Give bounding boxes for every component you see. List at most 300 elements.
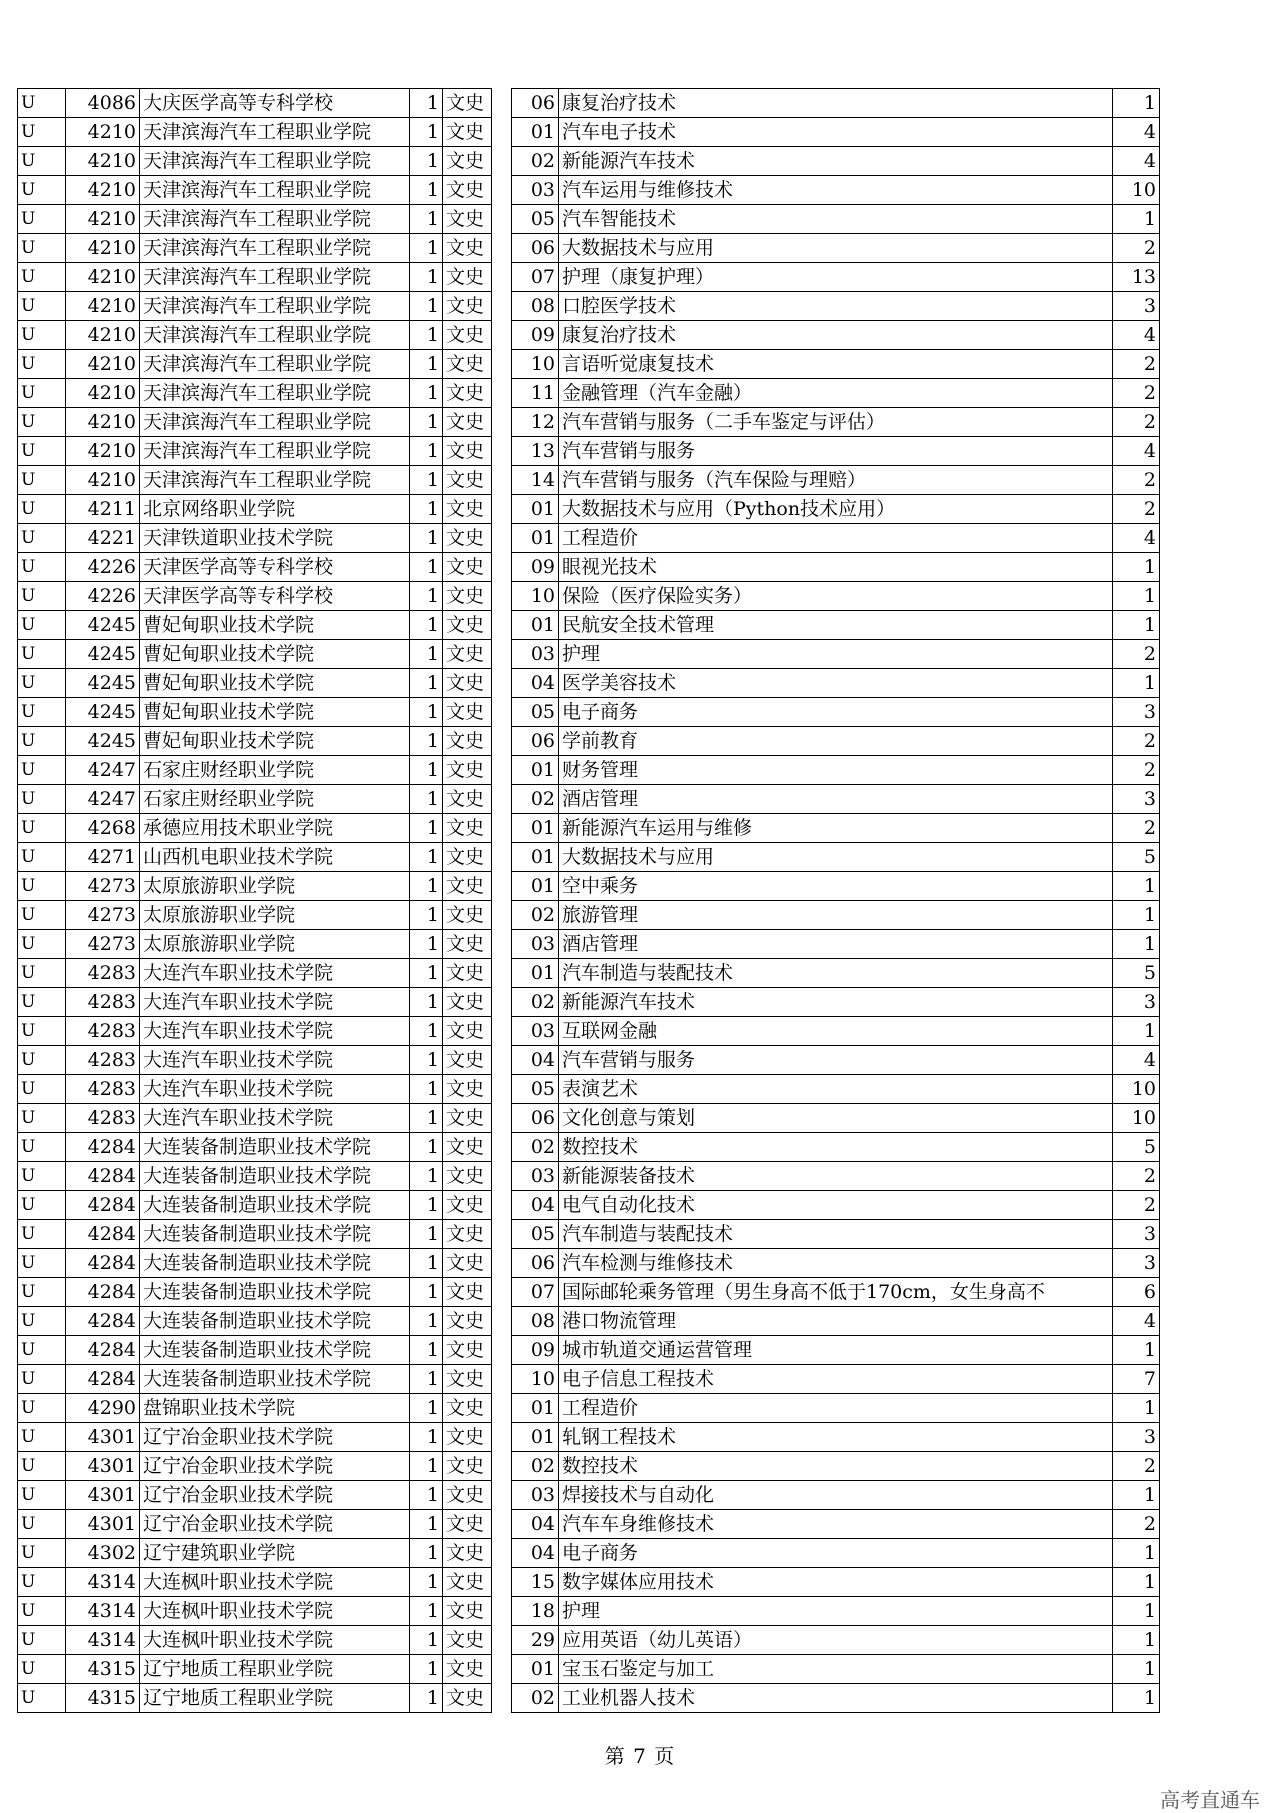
cell-category: 文史 [443, 205, 492, 234]
table-row [18, 1220, 1160, 1249]
cell-spacer [492, 872, 512, 901]
cell-major-code: 10 [512, 582, 559, 611]
cell-batch: U [18, 1104, 66, 1133]
cell-major-code: 03 [512, 1162, 559, 1191]
cell-major-name: 新能源汽车技术 [559, 988, 1113, 1017]
cell-plan-type: 1 [410, 1191, 443, 1220]
cell-spacer [492, 1162, 512, 1191]
cell-major-name: 眼视光技术 [559, 553, 1113, 582]
cell-plan-count: 1 [1113, 901, 1160, 930]
table-row [18, 1684, 1160, 1713]
cell-plan-count: 5 [1113, 843, 1160, 872]
cell-school-name: 大连装备制造职业技术学院 [140, 1336, 410, 1365]
cell-category: 文史 [443, 785, 492, 814]
cell-major-name: 旅游管理 [559, 901, 1113, 930]
table-row [18, 1365, 1160, 1394]
cell-major-name: 应用英语（幼儿英语） [559, 1626, 1113, 1655]
cell-school-name: 天津滨海汽车工程职业学院 [140, 205, 410, 234]
table-row [18, 930, 1160, 959]
cell-plan-count: 2 [1113, 1191, 1160, 1220]
cell-spacer [492, 350, 512, 379]
cell-school-name: 太原旅游职业学院 [140, 930, 410, 959]
cell-category: 文史 [443, 1249, 492, 1278]
cell-plan-type: 1 [410, 872, 443, 901]
cell-major-name: 言语听觉康复技术 [559, 350, 1113, 379]
cell-spacer [492, 408, 512, 437]
cell-plan-count: 13 [1113, 263, 1160, 292]
cell-plan-count: 1 [1113, 205, 1160, 234]
cell-plan-type: 1 [410, 1626, 443, 1655]
cell-school-name: 天津滨海汽车工程职业学院 [140, 408, 410, 437]
cell-category: 文史 [443, 1539, 492, 1568]
cell-major-code: 06 [512, 1249, 559, 1278]
cell-school-code: 4268 [66, 814, 140, 843]
cell-school-name: 辽宁冶金职业技术学院 [140, 1452, 410, 1481]
cell-category: 文史 [443, 350, 492, 379]
cell-school-name: 盘锦职业技术学院 [140, 1394, 410, 1423]
table-row [18, 1104, 1160, 1133]
table-row [18, 1046, 1160, 1075]
cell-school-code: 4247 [66, 785, 140, 814]
cell-school-code: 4210 [66, 321, 140, 350]
cell-school-name: 辽宁冶金职业技术学院 [140, 1423, 410, 1452]
cell-spacer [492, 756, 512, 785]
table-row [18, 118, 1160, 147]
cell-plan-type: 1 [410, 930, 443, 959]
cell-plan-count: 2 [1113, 408, 1160, 437]
cell-plan-count: 1 [1113, 1597, 1160, 1626]
table-row [18, 727, 1160, 756]
table-row [18, 1510, 1160, 1539]
cell-plan-count: 1 [1113, 582, 1160, 611]
cell-plan-count: 1 [1113, 1017, 1160, 1046]
cell-plan-type: 1 [410, 1481, 443, 1510]
cell-school-code: 4273 [66, 930, 140, 959]
cell-school-name: 天津滨海汽车工程职业学院 [140, 147, 410, 176]
table-row [18, 669, 1160, 698]
cell-major-code: 01 [512, 814, 559, 843]
table-row [18, 263, 1160, 292]
cell-plan-type: 1 [410, 1510, 443, 1539]
cell-major-name: 数控技术 [559, 1133, 1113, 1162]
cell-school-code: 4314 [66, 1626, 140, 1655]
cell-batch: U [18, 611, 66, 640]
cell-major-code: 02 [512, 988, 559, 1017]
cell-major-name: 宝玉石鉴定与加工 [559, 1655, 1113, 1684]
cell-category: 文史 [443, 1510, 492, 1539]
cell-school-code: 4283 [66, 959, 140, 988]
cell-spacer [492, 379, 512, 408]
cell-spacer [492, 1510, 512, 1539]
cell-school-code: 4273 [66, 901, 140, 930]
cell-school-name: 天津滨海汽车工程职业学院 [140, 263, 410, 292]
cell-major-name: 民航安全技术管理 [559, 611, 1113, 640]
cell-batch: U [18, 321, 66, 350]
cell-major-name: 城市轨道交通运营管理 [559, 1336, 1113, 1365]
table-row [18, 1597, 1160, 1626]
cell-batch: U [18, 1249, 66, 1278]
cell-major-name: 空中乘务 [559, 872, 1113, 901]
cell-school-name: 天津滨海汽车工程职业学院 [140, 379, 410, 408]
cell-plan-type: 1 [410, 437, 443, 466]
cell-plan-type: 1 [410, 1220, 443, 1249]
cell-batch: U [18, 1191, 66, 1220]
cell-category: 文史 [443, 901, 492, 930]
cell-category: 文史 [443, 1220, 492, 1249]
cell-school-code: 4210 [66, 176, 140, 205]
cell-major-name: 电子商务 [559, 698, 1113, 727]
cell-school-name: 辽宁地质工程职业学院 [140, 1655, 410, 1684]
cell-major-code: 02 [512, 1133, 559, 1162]
cell-plan-type: 1 [410, 1568, 443, 1597]
cell-batch: U [18, 437, 66, 466]
table-row [18, 292, 1160, 321]
cell-batch: U [18, 89, 66, 118]
cell-plan-type: 1 [410, 321, 443, 350]
cell-plan-count: 5 [1113, 1133, 1160, 1162]
cell-spacer [492, 466, 512, 495]
cell-plan-type: 1 [410, 1307, 443, 1336]
cell-school-code: 4210 [66, 350, 140, 379]
cell-major-name: 数字媒体应用技术 [559, 1568, 1113, 1597]
cell-batch: U [18, 1568, 66, 1597]
cell-major-name: 工程造价 [559, 1394, 1113, 1423]
cell-school-code: 4210 [66, 437, 140, 466]
cell-major-code: 03 [512, 640, 559, 669]
cell-school-name: 大连枫叶职业技术学院 [140, 1626, 410, 1655]
cell-major-code: 11 [512, 379, 559, 408]
table-row [18, 843, 1160, 872]
cell-major-code: 02 [512, 1452, 559, 1481]
cell-major-code: 07 [512, 1278, 559, 1307]
cell-plan-type: 1 [410, 669, 443, 698]
cell-major-name: 工程造价 [559, 524, 1113, 553]
table-row [18, 1017, 1160, 1046]
cell-batch: U [18, 1626, 66, 1655]
cell-batch: U [18, 495, 66, 524]
cell-batch: U [18, 176, 66, 205]
cell-batch: U [18, 814, 66, 843]
cell-major-code: 02 [512, 901, 559, 930]
cell-spacer [492, 901, 512, 930]
table-row [18, 901, 1160, 930]
cell-major-name: 汽车营销与服务 [559, 1046, 1113, 1075]
cell-school-name: 山西机电职业技术学院 [140, 843, 410, 872]
cell-major-code: 01 [512, 756, 559, 785]
cell-major-name: 工业机器人技术 [559, 1684, 1113, 1713]
cell-spacer [492, 669, 512, 698]
cell-plan-type: 1 [410, 176, 443, 205]
cell-category: 文史 [443, 727, 492, 756]
cell-plan-type: 1 [410, 379, 443, 408]
cell-category: 文史 [443, 1191, 492, 1220]
cell-plan-type: 1 [410, 89, 443, 118]
cell-school-code: 4284 [66, 1162, 140, 1191]
cell-category: 文史 [443, 1046, 492, 1075]
watermark: 高考直通车 [1160, 1788, 1260, 1812]
cell-major-name: 酒店管理 [559, 930, 1113, 959]
table-row [18, 205, 1160, 234]
cell-spacer [492, 785, 512, 814]
cell-school-name: 曹妃甸职业技术学院 [140, 640, 410, 669]
table-row [18, 553, 1160, 582]
cell-school-code: 4221 [66, 524, 140, 553]
cell-major-name: 汽车检测与维修技术 [559, 1249, 1113, 1278]
cell-spacer [492, 263, 512, 292]
cell-school-code: 4226 [66, 553, 140, 582]
cell-category: 文史 [443, 524, 492, 553]
cell-school-code: 4314 [66, 1568, 140, 1597]
cell-spacer [492, 1075, 512, 1104]
cell-school-name: 辽宁冶金职业技术学院 [140, 1510, 410, 1539]
cell-school-code: 4315 [66, 1684, 140, 1713]
cell-batch: U [18, 553, 66, 582]
table-row [18, 1249, 1160, 1278]
cell-plan-type: 1 [410, 611, 443, 640]
cell-major-code: 02 [512, 1684, 559, 1713]
table-row [18, 814, 1160, 843]
cell-batch: U [18, 1278, 66, 1307]
cell-major-name: 新能源装备技术 [559, 1162, 1113, 1191]
cell-batch: U [18, 640, 66, 669]
cell-plan-count: 3 [1113, 698, 1160, 727]
cell-batch: U [18, 350, 66, 379]
cell-school-code: 4284 [66, 1220, 140, 1249]
table-row [18, 321, 1160, 350]
cell-major-name: 轧钢工程技术 [559, 1423, 1113, 1452]
cell-school-name: 天津滨海汽车工程职业学院 [140, 118, 410, 147]
cell-plan-type: 1 [410, 118, 443, 147]
cell-school-name: 辽宁建筑职业学院 [140, 1539, 410, 1568]
cell-spacer [492, 1133, 512, 1162]
cell-major-code: 04 [512, 1539, 559, 1568]
cell-plan-count: 1 [1113, 89, 1160, 118]
cell-plan-count: 2 [1113, 1162, 1160, 1191]
cell-major-name: 表演艺术 [559, 1075, 1113, 1104]
cell-major-code: 03 [512, 930, 559, 959]
cell-school-code: 4284 [66, 1249, 140, 1278]
cell-plan-type: 1 [410, 205, 443, 234]
table-row [18, 1655, 1160, 1684]
cell-plan-count: 2 [1113, 756, 1160, 785]
cell-spacer [492, 1104, 512, 1133]
cell-school-code: 4211 [66, 495, 140, 524]
cell-plan-type: 1 [410, 901, 443, 930]
cell-plan-count: 3 [1113, 292, 1160, 321]
cell-major-code: 05 [512, 1220, 559, 1249]
cell-school-name: 大连装备制造职业技术学院 [140, 1162, 410, 1191]
cell-plan-count: 2 [1113, 379, 1160, 408]
table-row [18, 1336, 1160, 1365]
cell-plan-count: 1 [1113, 611, 1160, 640]
cell-major-code: 15 [512, 1568, 559, 1597]
cell-spacer [492, 1539, 512, 1568]
cell-major-code: 14 [512, 466, 559, 495]
cell-plan-count: 1 [1113, 1481, 1160, 1510]
cell-batch: U [18, 118, 66, 147]
cell-plan-count: 4 [1113, 147, 1160, 176]
cell-category: 文史 [443, 1568, 492, 1597]
table-row [18, 379, 1160, 408]
cell-plan-count: 3 [1113, 785, 1160, 814]
table-row [18, 350, 1160, 379]
cell-school-code: 4210 [66, 205, 140, 234]
cell-school-code: 4301 [66, 1452, 140, 1481]
cell-major-name: 保险（医疗保险实务） [559, 582, 1113, 611]
cell-plan-type: 1 [410, 1539, 443, 1568]
cell-major-code: 10 [512, 1365, 559, 1394]
cell-major-code: 09 [512, 321, 559, 350]
cell-plan-count: 7 [1113, 1365, 1160, 1394]
cell-school-name: 天津滨海汽车工程职业学院 [140, 466, 410, 495]
cell-spacer [492, 118, 512, 147]
cell-batch: U [18, 1220, 66, 1249]
cell-school-code: 4284 [66, 1336, 140, 1365]
cell-school-code: 4284 [66, 1365, 140, 1394]
cell-batch: U [18, 292, 66, 321]
cell-batch: U [18, 147, 66, 176]
cell-school-name: 大连汽车职业技术学院 [140, 1046, 410, 1075]
cell-category: 文史 [443, 1597, 492, 1626]
cell-spacer [492, 1191, 512, 1220]
cell-spacer [492, 1365, 512, 1394]
cell-major-name: 汽车智能技术 [559, 205, 1113, 234]
table-row [18, 1075, 1160, 1104]
cell-category: 文史 [443, 611, 492, 640]
cell-plan-type: 1 [410, 263, 443, 292]
cell-spacer [492, 1481, 512, 1510]
cell-major-code: 03 [512, 1017, 559, 1046]
cell-school-name: 大连汽车职业技术学院 [140, 1104, 410, 1133]
cell-major-name: 金融管理（汽车金融） [559, 379, 1113, 408]
cell-major-code: 06 [512, 727, 559, 756]
cell-plan-type: 1 [410, 1046, 443, 1075]
cell-batch: U [18, 1336, 66, 1365]
cell-category: 文史 [443, 582, 492, 611]
cell-plan-count: 1 [1113, 1336, 1160, 1365]
table-row [18, 1568, 1160, 1597]
cell-plan-count: 2 [1113, 495, 1160, 524]
cell-major-code: 18 [512, 1597, 559, 1626]
cell-batch: U [18, 205, 66, 234]
cell-major-code: 06 [512, 1104, 559, 1133]
cell-major-code: 09 [512, 1336, 559, 1365]
cell-plan-type: 1 [410, 1655, 443, 1684]
cell-major-code: 01 [512, 843, 559, 872]
cell-plan-count: 1 [1113, 1684, 1160, 1713]
cell-major-code: 04 [512, 1191, 559, 1220]
cell-plan-count: 2 [1113, 1452, 1160, 1481]
cell-category: 文史 [443, 1104, 492, 1133]
cell-school-name: 大连汽车职业技术学院 [140, 1017, 410, 1046]
cell-spacer [492, 495, 512, 524]
cell-school-code: 4210 [66, 263, 140, 292]
cell-school-code: 4210 [66, 408, 140, 437]
enrollment-plan-table [17, 88, 1160, 1713]
cell-school-name: 辽宁地质工程职业学院 [140, 1684, 410, 1713]
cell-batch: U [18, 1307, 66, 1336]
cell-school-name: 大连汽车职业技术学院 [140, 988, 410, 1017]
cell-spacer [492, 321, 512, 350]
cell-plan-type: 1 [410, 1684, 443, 1713]
cell-batch: U [18, 1597, 66, 1626]
cell-school-name: 大连装备制造职业技术学院 [140, 1307, 410, 1336]
cell-category: 文史 [443, 1481, 492, 1510]
cell-plan-count: 5 [1113, 959, 1160, 988]
table-row [18, 466, 1160, 495]
cell-spacer [492, 582, 512, 611]
cell-school-code: 4284 [66, 1133, 140, 1162]
cell-major-name: 大数据技术与应用 [559, 843, 1113, 872]
cell-plan-count: 2 [1113, 1510, 1160, 1539]
cell-major-name: 财务管理 [559, 756, 1113, 785]
cell-major-code: 02 [512, 147, 559, 176]
table-row [18, 89, 1160, 118]
cell-school-code: 4302 [66, 1539, 140, 1568]
cell-spacer [492, 292, 512, 321]
cell-plan-type: 1 [410, 1423, 443, 1452]
cell-plan-type: 1 [410, 698, 443, 727]
cell-plan-count: 3 [1113, 988, 1160, 1017]
cell-school-name: 石家庄财经职业学院 [140, 756, 410, 785]
cell-plan-type: 1 [410, 843, 443, 872]
cell-batch: U [18, 669, 66, 698]
cell-spacer [492, 234, 512, 263]
cell-school-name: 天津滨海汽车工程职业学院 [140, 437, 410, 466]
cell-spacer [492, 1423, 512, 1452]
cell-school-code: 4271 [66, 843, 140, 872]
cell-major-code: 01 [512, 524, 559, 553]
table-row [18, 1191, 1160, 1220]
cell-major-code: 05 [512, 1075, 559, 1104]
cell-spacer [492, 1278, 512, 1307]
cell-school-name: 天津医学高等专科学校 [140, 582, 410, 611]
cell-plan-type: 1 [410, 1249, 443, 1278]
cell-plan-count: 1 [1113, 1655, 1160, 1684]
cell-batch: U [18, 1394, 66, 1423]
cell-major-name: 电子商务 [559, 1539, 1113, 1568]
cell-batch: U [18, 466, 66, 495]
cell-school-name: 天津滨海汽车工程职业学院 [140, 292, 410, 321]
table-row [18, 1423, 1160, 1452]
cell-batch: U [18, 1075, 66, 1104]
cell-category: 文史 [443, 1133, 492, 1162]
cell-plan-type: 1 [410, 1452, 443, 1481]
cell-major-name: 汽车车身维修技术 [559, 1510, 1113, 1539]
cell-spacer [492, 1394, 512, 1423]
cell-spacer [492, 1568, 512, 1597]
cell-school-code: 4210 [66, 466, 140, 495]
cell-category: 文史 [443, 1017, 492, 1046]
cell-plan-type: 1 [410, 959, 443, 988]
cell-plan-count: 2 [1113, 727, 1160, 756]
cell-batch: U [18, 727, 66, 756]
cell-plan-count: 10 [1113, 176, 1160, 205]
cell-school-code: 4284 [66, 1307, 140, 1336]
cell-batch: U [18, 1684, 66, 1713]
table-row [18, 872, 1160, 901]
cell-major-name: 汽车营销与服务（汽车保险与理赔） [559, 466, 1113, 495]
cell-plan-type: 1 [410, 234, 443, 263]
cell-category: 文史 [443, 379, 492, 408]
cell-school-name: 天津滨海汽车工程职业学院 [140, 234, 410, 263]
cell-school-code: 4284 [66, 1191, 140, 1220]
cell-plan-type: 1 [410, 1597, 443, 1626]
cell-spacer [492, 988, 512, 1017]
cell-batch: U [18, 1423, 66, 1452]
cell-school-code: 4245 [66, 611, 140, 640]
cell-school-code: 4210 [66, 292, 140, 321]
